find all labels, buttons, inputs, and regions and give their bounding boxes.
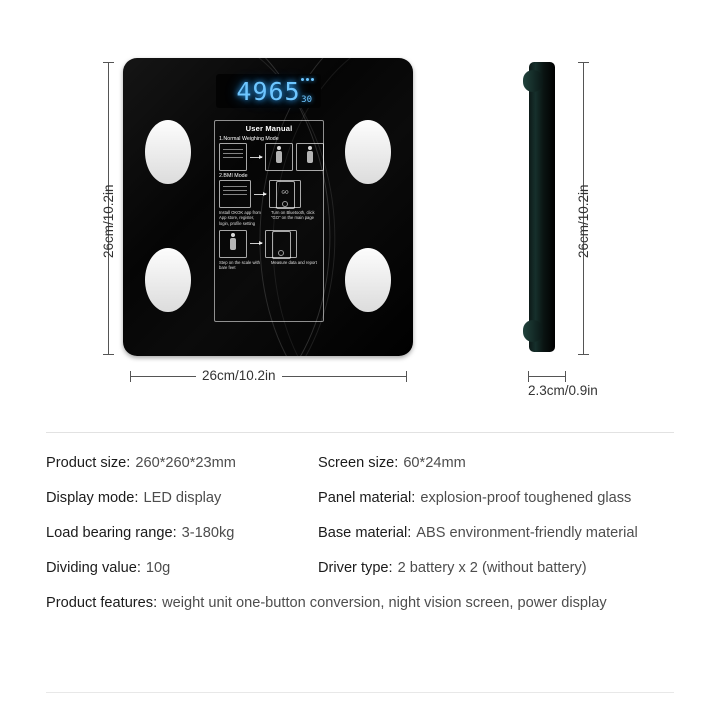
scale-front-view (123, 58, 413, 356)
spec-value: 3-180kg (181, 525, 235, 541)
dimension-tick (103, 62, 114, 63)
spec-table (0, 432, 720, 630)
divider (46, 692, 674, 693)
manual-caption-grid (219, 260, 319, 271)
dimension-tick (103, 354, 114, 355)
spec-row (46, 595, 674, 611)
spec-value: 10g (145, 560, 171, 576)
spec-row (46, 560, 674, 576)
spec-value: LED display (143, 490, 222, 506)
spec-screen-size (318, 455, 466, 471)
dimension-label-front-width: 26cm/10.2in (196, 368, 282, 383)
scale-icon (219, 143, 247, 171)
electrode-pad (145, 120, 191, 184)
electrode-pad (345, 120, 391, 184)
spec-label: Screen size: (318, 455, 399, 471)
manual-section-1: 1.Normal Weighing Mode (219, 136, 279, 142)
spec-product-size (46, 455, 318, 471)
manual-caption-cell (271, 210, 319, 226)
spec-load-bearing-range (46, 525, 318, 541)
dimension-tick (565, 371, 566, 382)
spec-value: 60*24mm (403, 455, 466, 471)
divider (46, 432, 674, 433)
arrow-icon (250, 157, 262, 158)
side-body (529, 62, 555, 352)
spec-label: Display mode: (46, 490, 139, 506)
dimension-tick (528, 371, 529, 382)
led-indicator-dots (301, 78, 314, 81)
spec-value: ABS environment-friendly material (416, 525, 638, 541)
app-icon (219, 180, 251, 208)
manual-caption-cell (219, 210, 267, 226)
spec-label: Panel material: (318, 490, 416, 506)
led-display (216, 74, 321, 108)
manual-caption-cell (271, 260, 319, 271)
barefoot-scale-icon (219, 230, 247, 258)
manual-caption-cell (219, 260, 267, 271)
spec-label: Product size: (46, 455, 131, 471)
phone-icon: GO (269, 180, 301, 208)
spec-label: Load bearing range: (46, 525, 177, 541)
electrode-pad (145, 248, 191, 312)
manual-caption: Install OKOK app from App store, register, login, profile setting (219, 210, 261, 226)
arrow-icon (254, 194, 266, 195)
spec-driver-type (318, 560, 587, 576)
spec-label: Base material: (318, 525, 412, 541)
spec-display-mode (46, 490, 318, 506)
led-weight-value: 4965 (236, 76, 301, 106)
dimension-label-front-height: 26cm/10.2in (101, 184, 116, 258)
spec-label: Product features: (46, 595, 158, 611)
spec-row (46, 490, 674, 506)
electrode-pad (345, 248, 391, 312)
manual-step-row (219, 230, 319, 258)
manual-step-row (219, 180, 319, 208)
spec-label: Dividing value: (46, 560, 141, 576)
dimension-tick (578, 62, 589, 63)
spec-product-features (46, 595, 607, 611)
manual-title: User Manual (245, 124, 293, 133)
spec-value: explosion-proof toughened glass (420, 490, 632, 506)
spec-base-material (318, 525, 638, 541)
dimension-tick (578, 354, 589, 355)
spec-row (46, 525, 674, 541)
manual-caption: Measure data and report (271, 259, 317, 265)
spec-row (46, 455, 674, 471)
scale-foot (523, 70, 543, 92)
arrow-icon (250, 243, 262, 244)
manual-step-row (219, 143, 319, 171)
manual-caption: Turn on Bluetooth, click "GO" on the main page (271, 210, 315, 221)
scale-side-view (523, 62, 565, 352)
dimension-tick (406, 371, 407, 382)
dimension-label-thickness: 2.3cm/0.9in (528, 383, 598, 398)
spec-rows (46, 455, 674, 611)
person-weighing-icon (296, 143, 324, 171)
manual-caption-grid (219, 210, 319, 226)
spec-value: 260*260*23mm (135, 455, 236, 471)
manual-section-2: 2.BMI Mode (219, 173, 248, 179)
spec-panel-material (318, 490, 631, 506)
spec-label: Driver type: (318, 560, 393, 576)
manual-caption: Step on the scale with bare feet (219, 259, 260, 270)
dimension-label-side-height: 26cm/10.2in (576, 184, 591, 258)
dimension-tick (130, 371, 131, 382)
scale-foot (523, 320, 543, 342)
led-secondary-value: 30 (301, 95, 312, 105)
person-on-scale-icon (265, 143, 293, 171)
spec-dividing-value (46, 560, 318, 576)
user-manual-overlay (214, 120, 324, 322)
spec-value: weight unit one-button conversion, night vision screen, power display (162, 595, 607, 611)
spec-value: 2 battery x 2 (without battery) (397, 560, 587, 576)
report-phone-icon (265, 230, 297, 258)
dimension-line-thickness (528, 376, 566, 377)
